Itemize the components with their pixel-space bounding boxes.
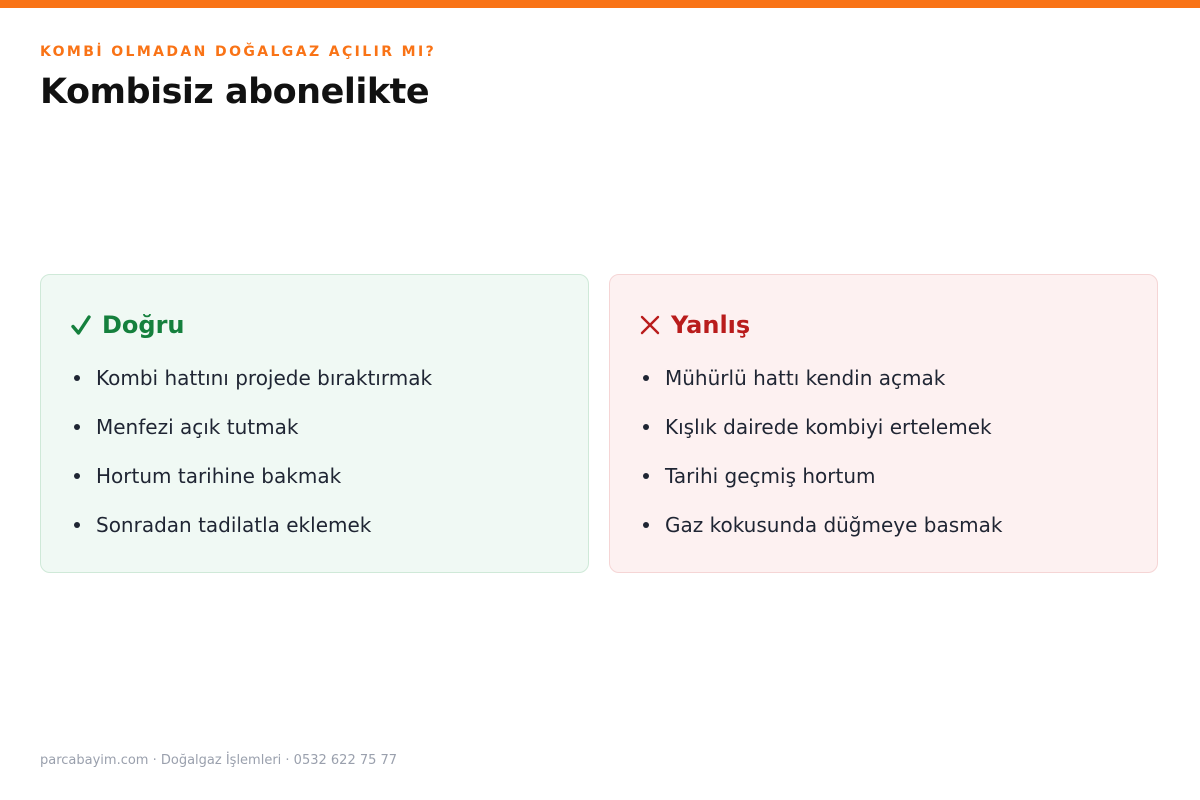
- wrong-card: [609, 274, 1158, 573]
- bullet-icon: [74, 375, 80, 381]
- top-accent-bar: [0, 0, 1200, 8]
- list-item: [70, 412, 432, 461]
- list-item-label: Mühürlü hattı kendin açmak: [665, 366, 946, 390]
- list-item: [70, 461, 432, 510]
- bullet-icon: [643, 473, 649, 479]
- wrong-heading-label: Yanlış: [671, 311, 751, 339]
- wrong-heading: [639, 309, 750, 341]
- list-item: [639, 510, 1002, 559]
- correct-list: [70, 363, 432, 559]
- list-item: [639, 461, 1002, 510]
- correct-card: [40, 274, 589, 573]
- list-item-label: Hortum tarihine bakmak: [96, 464, 342, 488]
- bullet-icon: [74, 522, 80, 528]
- list-item: [639, 363, 1002, 412]
- list-item-label: Sonradan tadilatla eklemek: [96, 513, 372, 537]
- x-icon: [639, 313, 663, 337]
- list-item-label: Tarihi geçmiş hortum: [665, 464, 876, 488]
- bullet-icon: [74, 473, 80, 479]
- list-item-label: Gaz kokusunda düğmeye basmak: [665, 513, 1003, 537]
- list-item-label: Kışlık dairede kombiyi ertelemek: [665, 415, 992, 439]
- check-icon: [70, 313, 94, 337]
- correct-heading-label: Doğru: [102, 311, 185, 339]
- bullet-icon: [643, 522, 649, 528]
- correct-heading: [70, 309, 185, 341]
- list-item: [70, 510, 432, 559]
- bullet-icon: [74, 424, 80, 430]
- list-item-label: Kombi hattını projede bıraktırmak: [96, 366, 433, 390]
- list-item-label: Menfezi açık tutmak: [96, 415, 299, 439]
- footer-text: parcabayim.com · Doğalgaz İşlemleri · 0532 622 75 77: [40, 753, 398, 768]
- wrong-list: [639, 363, 1002, 559]
- list-item: [70, 363, 432, 412]
- page-title: Kombisiz abonelikte: [40, 72, 430, 112]
- bullet-icon: [643, 375, 649, 381]
- bullet-icon: [643, 424, 649, 430]
- list-item: [639, 412, 1002, 461]
- eyebrow-text: KOMBİ OLMADAN DOĞALGAZ AÇILIR MI?: [40, 44, 437, 60]
